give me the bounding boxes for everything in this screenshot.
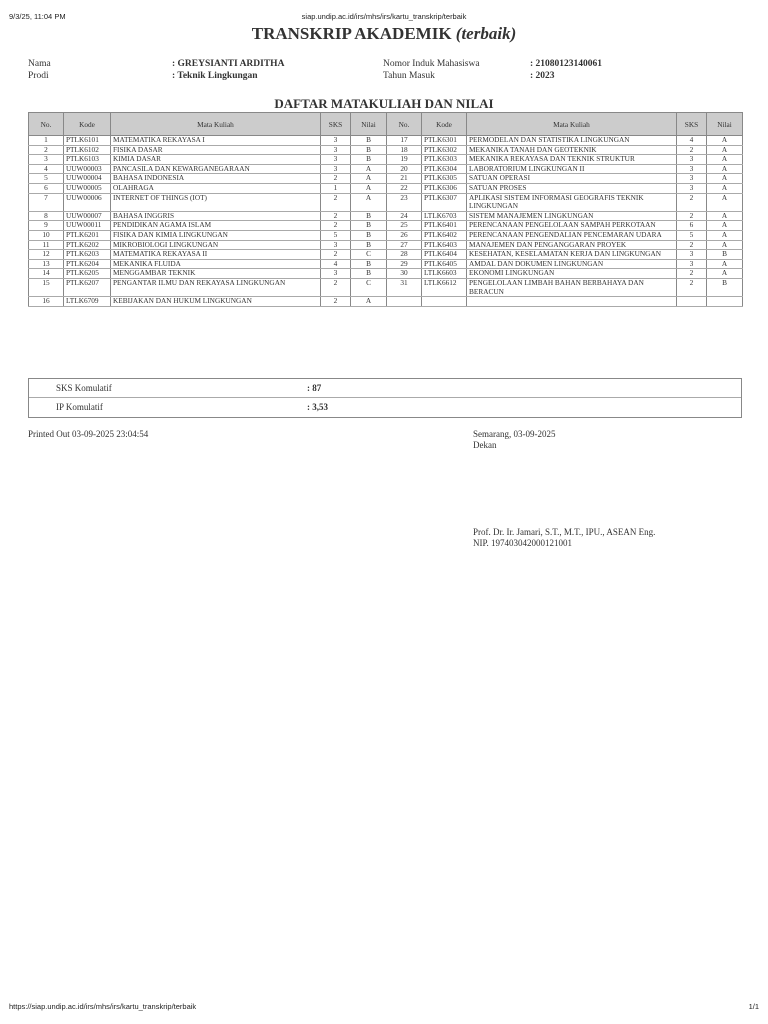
row-no: 25 <box>387 221 422 231</box>
row-mata-kuliah: BAHASA INDONESIA <box>111 174 321 184</box>
row-kode: PTLK6205 <box>64 269 111 279</box>
ip-komulatif-row <box>29 398 741 416</box>
table-row <box>29 269 743 279</box>
col-nilai: Nilai <box>707 113 743 136</box>
table-row <box>29 183 743 193</box>
row-kode: LTLK6703 <box>422 211 467 221</box>
row-sks: 3 <box>677 174 707 184</box>
row-kode: PTLK6207 <box>64 278 111 296</box>
row-nilai: A <box>707 259 743 269</box>
sks-komulatif-row <box>29 379 741 398</box>
row-no: 7 <box>29 193 64 211</box>
row-kode: PTLK6403 <box>422 240 467 250</box>
row-mata-kuliah: MENGGAMBAR TEKNIK <box>111 269 321 279</box>
row-kode: PTLK6103 <box>64 155 111 165</box>
student-nim-row <box>383 59 733 71</box>
row-kode: UUW00005 <box>64 183 111 193</box>
name-value: : GREYSIANTI ARDITHA <box>172 59 285 69</box>
print-url: siap.undip.ac.id/irs/mhs/irs/kartu_transkrip/terbaik <box>301 12 467 21</box>
row-sks <box>677 297 707 307</box>
row-nilai: B <box>351 269 387 279</box>
col-kode: Kode <box>422 113 467 136</box>
row-no: 31 <box>387 278 422 296</box>
row-no: 6 <box>29 183 64 193</box>
row-kode: UUW00011 <box>64 221 111 231</box>
browser-print-footer <box>9 1002 759 1014</box>
table-row <box>29 136 743 146</box>
row-mata-kuliah: APLIKASI SISTEM INFORMASI GEOGRAFIS TEKNIK LINGKUNGAN <box>467 193 677 211</box>
row-mata-kuliah: SISTEM MANAJEMEN LINGKUNGAN <box>467 211 677 221</box>
row-sks: 3 <box>321 136 351 146</box>
row-sks: 3 <box>677 250 707 260</box>
ip-label: IP Komulatif <box>56 402 103 412</box>
year-value: : 2023 <box>530 71 555 81</box>
row-sks: 2 <box>677 278 707 296</box>
row-mata-kuliah: MEKANIKA REKAYASA DAN TEKNIK STRUKTUR <box>467 155 677 165</box>
row-nilai: A <box>707 174 743 184</box>
row-mata-kuliah: LABORATORIUM LINGKUNGAN II <box>467 164 677 174</box>
row-kode: PTLK6404 <box>422 250 467 260</box>
col-no: No. <box>29 113 64 136</box>
page-number: 1/1 <box>748 1002 759 1011</box>
row-nilai: C <box>351 250 387 260</box>
row-kode: UUW00003 <box>64 164 111 174</box>
row-no: 24 <box>387 211 422 221</box>
row-nilai: B <box>351 221 387 231</box>
row-no: 28 <box>387 250 422 260</box>
row-sks: 2 <box>321 221 351 231</box>
name-label: Nama <box>28 59 51 69</box>
row-mata-kuliah: MIKROBIOLOGI LINGKUNGAN <box>111 240 321 250</box>
row-sks: 2 <box>677 145 707 155</box>
row-mata-kuliah: KEBIJAKAN DAN HUKUM LINGKUNGAN <box>111 297 321 307</box>
row-sks: 2 <box>321 278 351 296</box>
row-sks: 5 <box>321 230 351 240</box>
page-title <box>0 24 768 44</box>
row-nilai: B <box>351 211 387 221</box>
row-nilai: B <box>351 136 387 146</box>
row-sks: 6 <box>677 221 707 231</box>
row-no: 19 <box>387 155 422 165</box>
row-nilai: A <box>351 164 387 174</box>
row-sks: 5 <box>677 230 707 240</box>
row-sks: 2 <box>677 269 707 279</box>
row-no: 16 <box>29 297 64 307</box>
row-nilai: A <box>707 155 743 165</box>
row-sks: 2 <box>677 240 707 250</box>
row-sks: 2 <box>321 193 351 211</box>
row-kode: PTLK6303 <box>422 155 467 165</box>
row-no: 2 <box>29 145 64 155</box>
row-mata-kuliah: PERENCANAAN PENGENDALIAN PENCEMARAN UDARA <box>467 230 677 240</box>
table-row <box>29 278 743 296</box>
row-no <box>387 297 422 307</box>
row-mata-kuliah: AMDAL DAN DOKUMEN LINGKUNGAN <box>467 259 677 269</box>
row-kode: PTLK6102 <box>64 145 111 155</box>
row-nilai: A <box>707 230 743 240</box>
row-kode: PTLK6306 <box>422 183 467 193</box>
row-no: 5 <box>29 174 64 184</box>
table-row <box>29 155 743 165</box>
row-mata-kuliah: MATEMATIKA REKAYASA I <box>111 136 321 146</box>
row-sks: 3 <box>677 164 707 174</box>
row-mata-kuliah: SATUAN PROSES <box>467 183 677 193</box>
row-no: 23 <box>387 193 422 211</box>
row-no: 9 <box>29 221 64 231</box>
row-kode: PTLK6304 <box>422 164 467 174</box>
row-no: 29 <box>387 259 422 269</box>
row-sks: 3 <box>321 145 351 155</box>
row-no: 3 <box>29 155 64 165</box>
signer-nip: NIP. 197403042000121001 <box>473 538 573 548</box>
title-main: TRANSKRIP AKADEMIK <box>251 24 452 43</box>
student-name-row <box>28 59 378 71</box>
row-nilai: A <box>351 183 387 193</box>
row-no: 20 <box>387 164 422 174</box>
col-kode: Kode <box>64 113 111 136</box>
row-mata-kuliah: KESEHATAN, KESELAMATAN KERJA DAN LINGKUNGAN <box>467 250 677 260</box>
row-no: 4 <box>29 164 64 174</box>
row-mata-kuliah: PENDIDIKAN AGAMA ISLAM <box>111 221 321 231</box>
row-kode: PTLK6202 <box>64 240 111 250</box>
row-sks: 2 <box>321 250 351 260</box>
row-kode: PTLK6302 <box>422 145 467 155</box>
row-nilai: A <box>351 193 387 211</box>
row-nilai: A <box>351 297 387 307</box>
row-kode: PTLK6305 <box>422 174 467 184</box>
table-row <box>29 193 743 211</box>
row-no: 30 <box>387 269 422 279</box>
row-kode: PTLK6101 <box>64 136 111 146</box>
row-sks: 2 <box>321 297 351 307</box>
row-kode: PTLK6201 <box>64 230 111 240</box>
row-mata-kuliah: FISIKA DAN KIMIA LINGKUNGAN <box>111 230 321 240</box>
student-prodi-row <box>28 71 378 83</box>
row-kode: PTLK6204 <box>64 259 111 269</box>
row-sks: 1 <box>321 183 351 193</box>
browser-print-header <box>9 12 759 24</box>
row-kode: LTLK6603 <box>422 269 467 279</box>
row-nilai: B <box>351 259 387 269</box>
row-no: 10 <box>29 230 64 240</box>
course-table <box>28 112 743 307</box>
prodi-label: Prodi <box>28 71 49 81</box>
row-kode: LTLK6709 <box>64 297 111 307</box>
row-nilai: B <box>351 145 387 155</box>
row-sks: 2 <box>677 211 707 221</box>
row-nilai: A <box>707 221 743 231</box>
row-no: 14 <box>29 269 64 279</box>
col-mata-kuliah: Mata Kuliah <box>467 113 677 136</box>
row-no: 8 <box>29 211 64 221</box>
col-no: No. <box>387 113 422 136</box>
row-sks: 3 <box>677 155 707 165</box>
year-label: Tahun Masuk <box>383 71 435 81</box>
row-sks: 4 <box>677 136 707 146</box>
row-kode <box>422 297 467 307</box>
prodi-value: : Teknik Lingkungan <box>172 71 258 81</box>
signer-role: Dekan <box>473 440 497 450</box>
section-title: DAFTAR MATAKULIAH DAN NILAI <box>274 96 494 111</box>
row-mata-kuliah: FISIKA DASAR <box>111 145 321 155</box>
row-mata-kuliah: PERMODELAN DAN STATISTIKA LINGKUNGAN <box>467 136 677 146</box>
row-nilai: A <box>707 136 743 146</box>
title-sub: (terbaik) <box>455 24 517 43</box>
table-row <box>29 297 743 307</box>
col-nilai: Nilai <box>351 113 387 136</box>
row-nilai: A <box>707 193 743 211</box>
row-nilai: A <box>707 183 743 193</box>
row-nilai: A <box>707 240 743 250</box>
row-no: 22 <box>387 183 422 193</box>
col-mata-kuliah: Mata Kuliah <box>111 113 321 136</box>
row-mata-kuliah: OLAHRAGA <box>111 183 321 193</box>
ip-value: : 3,53 <box>307 402 328 412</box>
row-mata-kuliah: MEKANIKA FLUIDA <box>111 259 321 269</box>
sks-label: SKS Komulatif <box>56 383 112 393</box>
row-sks: 3 <box>321 164 351 174</box>
col-sks: SKS <box>677 113 707 136</box>
row-no: 13 <box>29 259 64 269</box>
row-no: 26 <box>387 230 422 240</box>
row-mata-kuliah: KIMIA DASAR <box>111 155 321 165</box>
row-sks: 3 <box>321 155 351 165</box>
row-no: 11 <box>29 240 64 250</box>
footer-url: https://siap.undip.ac.id/irs/mhs/irs/kartu_transkrip/terbaik <box>9 1002 197 1011</box>
row-kode: PTLK6301 <box>422 136 467 146</box>
row-kode: UUW00006 <box>64 193 111 211</box>
row-mata-kuliah: EKONOMI LINGKUNGAN <box>467 269 677 279</box>
row-kode: UUW00004 <box>64 174 111 184</box>
row-mata-kuliah: PERENCANAAN PENGELOLAAN SAMPAH PERKOTAAN <box>467 221 677 231</box>
row-no: 1 <box>29 136 64 146</box>
row-no: 18 <box>387 145 422 155</box>
row-mata-kuliah: PENGELOLAAN LIMBAH BAHAN BERBAHAYA DAN BERACUN <box>467 278 677 296</box>
col-sks: SKS <box>321 113 351 136</box>
row-kode: PTLK6401 <box>422 221 467 231</box>
sks-value: : 87 <box>307 383 322 393</box>
row-mata-kuliah: SATUAN OPERASI <box>467 174 677 184</box>
nim-value: : 21080123140061 <box>530 59 603 69</box>
printed-out: Printed Out 03-09-2025 23:04:54 <box>28 429 149 439</box>
signer-name: Prof. Dr. Ir. Jamari, S.T., M.T., IPU., ASEAN Eng. <box>473 527 656 537</box>
row-sks: 3 <box>321 269 351 279</box>
row-nilai: A <box>707 145 743 155</box>
row-no: 15 <box>29 278 64 296</box>
row-nilai: B <box>351 240 387 250</box>
place-date: Semarang, 03-09-2025 <box>473 429 556 439</box>
row-mata-kuliah: MANAJEMEN DAN PENGANGGARAN PROYEK <box>467 240 677 250</box>
row-nilai: B <box>707 278 743 296</box>
row-sks: 4 <box>321 259 351 269</box>
row-mata-kuliah: BAHASA INGGRIS <box>111 211 321 221</box>
row-kode: PTLK6203 <box>64 250 111 260</box>
print-datetime: 9/3/25, 11:04 PM <box>9 12 66 21</box>
row-sks: 3 <box>321 240 351 250</box>
row-mata-kuliah: PANCASILA DAN KEWARGANEGARAAN <box>111 164 321 174</box>
row-nilai: A <box>707 269 743 279</box>
row-mata-kuliah: MEKANIKA TANAH DAN GEOTEKNIK <box>467 145 677 155</box>
row-no: 17 <box>387 136 422 146</box>
table-header-row <box>29 113 743 136</box>
row-mata-kuliah: MATEMATIKA REKAYASA II <box>111 250 321 260</box>
row-sks: 2 <box>321 211 351 221</box>
row-nilai: C <box>351 278 387 296</box>
row-nilai: B <box>351 155 387 165</box>
student-year-row <box>383 71 733 83</box>
summary-box <box>28 378 742 418</box>
table-row <box>29 221 743 231</box>
row-nilai: A <box>707 211 743 221</box>
row-nilai <box>707 297 743 307</box>
row-kode: PTLK6402 <box>422 230 467 240</box>
table-row <box>29 230 743 240</box>
row-nilai: A <box>707 164 743 174</box>
row-mata-kuliah <box>467 297 677 307</box>
row-kode: UUW00007 <box>64 211 111 221</box>
row-no: 12 <box>29 250 64 260</box>
row-no: 27 <box>387 240 422 250</box>
row-mata-kuliah: PENGANTAR ILMU DAN REKAYASA LINGKUNGAN <box>111 278 321 296</box>
nim-label: Nomor Induk Mahasiswa <box>383 59 480 69</box>
row-nilai: A <box>351 174 387 184</box>
row-no: 21 <box>387 174 422 184</box>
row-mata-kuliah: INTERNET OF THINGS (IOT) <box>111 193 321 211</box>
row-sks: 2 <box>677 193 707 211</box>
row-nilai: B <box>707 250 743 260</box>
table-row <box>29 250 743 260</box>
row-kode: PTLK6307 <box>422 193 467 211</box>
row-kode: LTLK6612 <box>422 278 467 296</box>
row-kode: PTLK6405 <box>422 259 467 269</box>
row-sks: 3 <box>677 259 707 269</box>
row-nilai: B <box>351 230 387 240</box>
row-sks: 3 <box>677 183 707 193</box>
row-sks: 2 <box>321 174 351 184</box>
